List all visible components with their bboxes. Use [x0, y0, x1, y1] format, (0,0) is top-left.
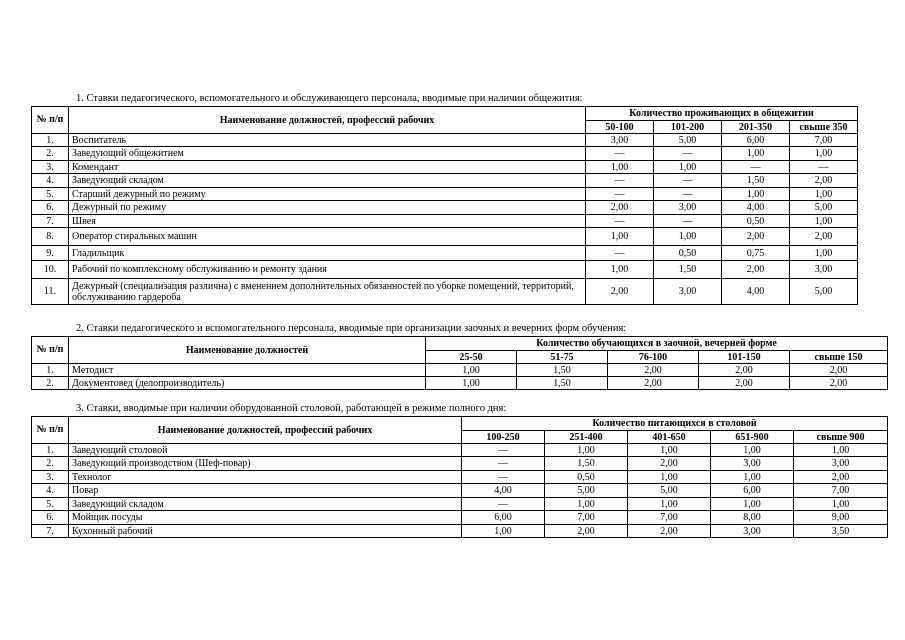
staff-rate-value: 1,50	[517, 364, 608, 377]
table-row	[32, 228, 858, 246]
header-number: № п/п	[32, 107, 69, 134]
staff-rate-value: 6,00	[722, 134, 790, 147]
row-number: 4.	[32, 484, 69, 498]
position-name: Комендант	[69, 161, 586, 174]
staff-rate-value: 2,00	[722, 228, 790, 246]
header-position-name: Наименование должностей	[69, 337, 426, 364]
header-group: Количество обучающихся в заочной, вечерней форме	[426, 337, 888, 351]
staff-rate-value: 5,00	[545, 484, 628, 498]
header-number: № п/п	[32, 337, 69, 364]
row-number: 3.	[32, 471, 69, 484]
table-dormitory-staff	[31, 106, 858, 305]
staff-rate-value: 1,50	[517, 377, 608, 390]
row-number: 2.	[32, 457, 69, 471]
position-name: Рабочий по комплексному обслуживанию и ремонту здания	[69, 261, 586, 279]
staff-rate-value: 4,00	[722, 279, 790, 305]
column-header: свыше 900	[794, 431, 888, 444]
staff-rate-value: 1,00	[586, 261, 654, 279]
position-name: Воспитатель	[69, 134, 586, 147]
staff-rate-value: 5,00	[790, 279, 858, 305]
column-header: 101-200	[654, 121, 722, 134]
staff-rate-value: 1,00	[711, 444, 794, 457]
row-number: 11.	[32, 279, 69, 305]
column-header: 251-400	[545, 431, 628, 444]
staff-rate-value: 1,50	[545, 457, 628, 471]
row-number: 4.	[32, 174, 69, 188]
table-row	[32, 201, 858, 215]
table-row	[32, 498, 888, 511]
staff-rate-value: 0,50	[722, 215, 790, 228]
table-canteen-staff	[31, 416, 888, 538]
row-number: 2.	[32, 377, 69, 390]
staff-rate-value: —	[722, 161, 790, 174]
staff-rate-value: 3,00	[711, 457, 794, 471]
row-number: 10.	[32, 261, 69, 279]
staff-rate-value: 1,00	[790, 215, 858, 228]
staff-rate-value: 1,00	[790, 188, 858, 201]
staff-rate-value: 2,00	[699, 377, 790, 390]
staff-rate-value: 3,00	[654, 279, 722, 305]
position-name: Заведующий складом	[69, 174, 586, 188]
staff-rate-value: 2,00	[699, 364, 790, 377]
position-name: Оператор стиральных машин	[69, 228, 586, 246]
staff-rate-value: 1,00	[462, 525, 545, 538]
column-header: 101-150	[699, 351, 790, 364]
staff-rate-value: 1,00	[654, 228, 722, 246]
header-position-name: Наименование должностей, профессий рабочих	[69, 107, 586, 134]
staff-rate-value: 7,00	[628, 511, 711, 525]
staff-rate-value: 6,00	[711, 484, 794, 498]
staff-rate-value: 1,00	[426, 377, 517, 390]
table-row	[32, 525, 888, 538]
row-number: 3.	[32, 161, 69, 174]
staff-rate-value: 2,00	[722, 261, 790, 279]
position-name: Мойщик посуды	[69, 511, 462, 525]
row-number: 2.	[32, 147, 69, 161]
table-distance-learning-staff	[31, 336, 888, 390]
staff-rate-value: 2,00	[586, 279, 654, 305]
staff-rate-value: 2,00	[790, 377, 888, 390]
table-row	[32, 246, 858, 261]
column-header: 651-900	[711, 431, 794, 444]
staff-rate-value: 7,00	[794, 484, 888, 498]
table-row	[32, 484, 888, 498]
column-header: 401-650	[628, 431, 711, 444]
column-header: 76-100	[608, 351, 699, 364]
staff-rate-value: —	[586, 246, 654, 261]
staff-rate-value: 1,00	[711, 498, 794, 511]
staff-rate-value: —	[462, 444, 545, 457]
staff-rate-value: —	[654, 147, 722, 161]
column-header: свыше 350	[790, 121, 858, 134]
table-row	[32, 188, 858, 201]
column-header: 51-75	[517, 351, 608, 364]
staff-rate-value: 8,00	[711, 511, 794, 525]
table-row	[32, 511, 888, 525]
table-row	[32, 377, 888, 390]
staff-rate-value: 3,00	[790, 261, 858, 279]
table-row	[32, 279, 858, 305]
header-group: Количество проживающих в общежитии	[586, 107, 858, 121]
staff-rate-value: 2,00	[790, 174, 858, 188]
table-row	[32, 215, 858, 228]
row-number: 1.	[32, 364, 69, 377]
staff-rate-value: 1,00	[628, 444, 711, 457]
column-header: 25-50	[426, 351, 517, 364]
section2-caption: 2. Ставки педагогического и вспомогательного персонала, вводимые при организации заочных и вечерних форм обучения:	[76, 323, 627, 334]
position-name: Заведующий производством (Шеф-повар)	[69, 457, 462, 471]
section1-caption: 1. Ставки педагогического, вспомогательного и обслуживающего персонала, вводимые при наличии общежития:	[76, 93, 583, 104]
staff-rate-value: 5,00	[790, 201, 858, 215]
staff-rate-value: 2,00	[628, 457, 711, 471]
staff-rate-value: 1,00	[586, 161, 654, 174]
staff-rate-value: —	[586, 174, 654, 188]
staff-rate-value: 1,00	[545, 444, 628, 457]
table-body	[32, 134, 858, 305]
staff-rate-value: 9,00	[794, 511, 888, 525]
position-name: Швея	[69, 215, 586, 228]
row-number: 7.	[32, 525, 69, 538]
header-number: № п/п	[32, 417, 69, 444]
row-number: 5.	[32, 188, 69, 201]
staff-rate-value: 1,00	[794, 444, 888, 457]
staff-rate-value: —	[586, 215, 654, 228]
staff-rate-value: 1,00	[790, 147, 858, 161]
table-body	[32, 444, 888, 538]
column-header: свыше 150	[790, 351, 888, 364]
row-number: 9.	[32, 246, 69, 261]
staff-rate-value: —	[790, 161, 858, 174]
row-number: 8.	[32, 228, 69, 246]
row-number: 6.	[32, 511, 69, 525]
position-name: Заведующий столовой	[69, 444, 462, 457]
table-row	[32, 161, 858, 174]
staff-rate-value: 1,50	[654, 261, 722, 279]
position-name: Повар	[69, 484, 462, 498]
staff-rate-value: 3,00	[586, 134, 654, 147]
table-row	[32, 364, 888, 377]
section3-caption: 3. Ставки, вводимые при наличии оборудованной столовой, работающей в режиме полного дня:	[76, 403, 507, 414]
staff-rate-value: 0,50	[654, 246, 722, 261]
staff-rate-value: 4,00	[722, 201, 790, 215]
staff-rate-value: 1,50	[722, 174, 790, 188]
position-name: Заведующий общежитием	[69, 147, 586, 161]
staff-rate-value: 1,00	[654, 161, 722, 174]
header-position-name: Наименование должностей, профессий рабочих	[69, 417, 462, 444]
staff-rate-value: 2,00	[794, 471, 888, 484]
staff-rate-value: 1,00	[628, 498, 711, 511]
staff-rate-value: 7,00	[545, 511, 628, 525]
position-name: Кухонный рабочий	[69, 525, 462, 538]
staff-rate-value: 3,00	[711, 525, 794, 538]
row-number: 1.	[32, 444, 69, 457]
row-number: 7.	[32, 215, 69, 228]
staff-rate-value: 5,00	[628, 484, 711, 498]
staff-rate-value: 5,00	[654, 134, 722, 147]
staff-rate-value: 7,00	[790, 134, 858, 147]
staff-rate-value: 4,00	[462, 484, 545, 498]
table-row	[32, 174, 858, 188]
staff-rate-value: 1,00	[722, 147, 790, 161]
position-name: Старший дежурный по режиму	[69, 188, 586, 201]
staff-rate-value: 2,00	[586, 201, 654, 215]
position-name: Дежурный по режиму	[69, 201, 586, 215]
row-number: 5.	[32, 498, 69, 511]
staff-rate-value: 3,50	[794, 525, 888, 538]
staff-rate-value: —	[462, 498, 545, 511]
staff-rate-value: 1,00	[426, 364, 517, 377]
staff-rate-value: —	[654, 174, 722, 188]
row-number: 1.	[32, 134, 69, 147]
position-name: Гладильщик	[69, 246, 586, 261]
staff-rate-value: —	[462, 471, 545, 484]
staff-rate-value: 2,00	[790, 228, 858, 246]
table-row	[32, 471, 888, 484]
staff-rate-value: 2,00	[545, 525, 628, 538]
staff-rate-value: 1,00	[628, 471, 711, 484]
position-name: Методист	[69, 364, 426, 377]
table-row	[32, 134, 858, 147]
staff-rate-value: 1,00	[545, 498, 628, 511]
column-header: 100-250	[462, 431, 545, 444]
staff-rate-value: —	[586, 147, 654, 161]
header-group: Количество питающихся в столовой	[462, 417, 888, 431]
staff-rate-value: 6,00	[462, 511, 545, 525]
staff-rate-value: 2,00	[628, 525, 711, 538]
row-number: 6.	[32, 201, 69, 215]
staff-rate-value: 1,00	[794, 498, 888, 511]
staff-rate-value: 0,50	[545, 471, 628, 484]
column-header: 50-100	[586, 121, 654, 134]
table-row	[32, 457, 888, 471]
column-header: 201-350	[722, 121, 790, 134]
staff-rate-value: 1,00	[711, 471, 794, 484]
table-row	[32, 444, 888, 457]
staff-rate-value: 2,00	[790, 364, 888, 377]
position-name: Заведующий складом	[69, 498, 462, 511]
position-name: Дежурный (специализация различна) с вменением дополнительных обязанностей по уборке помещений, территорий, обслуживанию гардероба	[69, 279, 586, 305]
staff-rate-value: 0,75	[722, 246, 790, 261]
table-row	[32, 261, 858, 279]
staff-rate-value: 1,00	[586, 228, 654, 246]
staff-rate-value: 2,00	[608, 377, 699, 390]
staff-rate-value: —	[654, 215, 722, 228]
staff-rate-value: 3,00	[654, 201, 722, 215]
staff-rate-value: —	[462, 457, 545, 471]
staff-rate-value: 1,00	[790, 246, 858, 261]
staff-rate-value: 1,00	[722, 188, 790, 201]
staff-rate-value: 2,00	[608, 364, 699, 377]
table-body	[32, 364, 888, 390]
table-row	[32, 147, 858, 161]
staff-rate-value: —	[654, 188, 722, 201]
position-name: Документовед (делопроизводитель)	[69, 377, 426, 390]
staff-rate-value: 3,00	[794, 457, 888, 471]
staff-rate-value: —	[586, 188, 654, 201]
position-name: Технолог	[69, 471, 462, 484]
